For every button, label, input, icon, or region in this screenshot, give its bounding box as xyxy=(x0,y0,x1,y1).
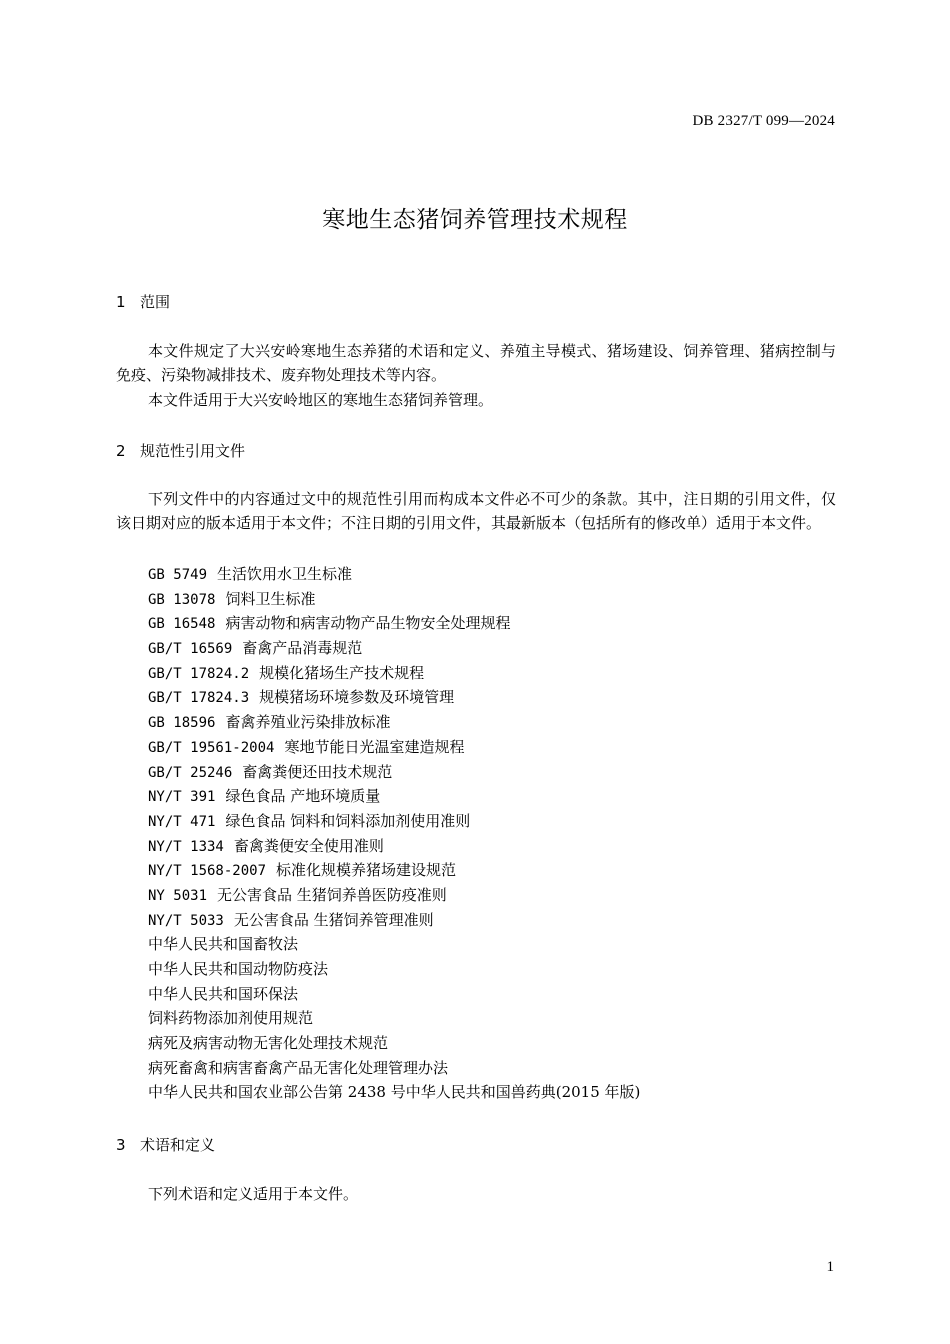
reference-code: GB 5749 xyxy=(148,567,208,583)
reference-item xyxy=(148,636,640,661)
reference-title: 绿色食品 产地环境质量 xyxy=(225,787,381,806)
reference-item xyxy=(148,710,640,735)
paragraph: 本文件规定了大兴安岭寒地生态养猪的术语和定义、养殖主导模式、猪场建设、饲养管理、猪病控制与免疫、污染物减排技术、废弃物处理技术等内容。 xyxy=(116,342,836,384)
page-number: 1 xyxy=(826,1259,834,1275)
reference-code: GB/T 19561-2004 xyxy=(148,739,275,756)
reference-item xyxy=(148,1056,640,1081)
reference-item xyxy=(148,760,640,785)
reference-code: GB/T 16569 xyxy=(148,641,233,658)
section-number: 2 xyxy=(116,442,126,460)
reference-title: 规模猪场环境参数及环境管理 xyxy=(259,688,455,707)
reference-code: GB 16548 xyxy=(148,616,216,633)
section-number: 1 xyxy=(116,293,126,311)
document-title: 寒地生态猪饲养管理技术规程 xyxy=(322,207,628,233)
reference-item xyxy=(148,784,640,809)
reference-item xyxy=(148,661,640,686)
reference-title: 标准化规模养猪场建设规范 xyxy=(276,861,457,880)
reference-item xyxy=(148,957,640,982)
section-title: 术语和定义 xyxy=(140,1136,216,1154)
reference-code: GB/T 25246 xyxy=(148,764,233,781)
reference-title: 病死及病害动物无害化处理技术规范 xyxy=(148,1034,389,1053)
reference-item xyxy=(148,982,640,1007)
reference-item xyxy=(148,562,640,587)
section-heading-normative-references xyxy=(116,440,245,461)
reference-title: 寒地节能日光温室建造规程 xyxy=(284,737,465,756)
reference-item xyxy=(148,1031,640,1056)
reference-title: 饲料卫生标准 xyxy=(225,589,316,608)
reference-title: 畜禽产品消毒规范 xyxy=(242,639,363,658)
reference-title: 饲料药物添加剂使用规范 xyxy=(148,1009,314,1028)
reference-code: NY/T 391 xyxy=(148,789,216,806)
paragraph: 下列文件中的内容通过文中的规范性引用而构成本文件必不可少的条款。其中，注日期的引用文件，仅该日期对应的版本适用于本文件；不注日期的引用文件，其最新版本（包括所有的修改单）适用于本文件。 xyxy=(116,490,836,532)
reference-title: 畜禽粪便安全使用准则 xyxy=(233,836,384,855)
reference-title: 生活饮用水卫生标准 xyxy=(217,565,353,583)
document-code: DB 2327/T 099—2024 xyxy=(692,113,835,129)
section-title: 规范性引用文件 xyxy=(140,442,246,460)
reference-title: 畜禽粪便还田技术规范 xyxy=(242,762,393,781)
reference-item xyxy=(148,587,640,612)
reference-title: 病害动物和病害动物产品生物安全处理规程 xyxy=(225,614,511,633)
reference-item xyxy=(148,1080,640,1105)
reference-code: NY 5031 xyxy=(148,887,208,904)
section-heading-terms-definitions xyxy=(116,1134,215,1155)
reference-code: GB 13078 xyxy=(148,591,216,608)
reference-code: GB/T 17824.2 xyxy=(148,665,250,682)
reference-code: NY/T 5033 xyxy=(148,912,224,929)
reference-item xyxy=(148,611,640,636)
reference-title: 中华人民共和国农业部公告第 2438 号中华人民共和国兽药典(2015 年版) xyxy=(148,1083,641,1102)
reference-title: 中华人民共和国环保法 xyxy=(148,984,299,1003)
reference-item xyxy=(148,858,640,883)
reference-code: NY/T 1568-2007 xyxy=(148,863,267,880)
reference-list xyxy=(148,562,640,1105)
reference-code: GB/T 17824.3 xyxy=(148,690,250,707)
reference-item xyxy=(148,834,640,859)
reference-code: NY/T 471 xyxy=(148,813,216,830)
reference-title: 中华人民共和国动物防疫法 xyxy=(148,960,329,978)
section-number: 3 xyxy=(116,1136,126,1154)
reference-item xyxy=(148,1006,640,1031)
reference-code: NY/T 1334 xyxy=(148,838,224,855)
reference-title: 畜禽养殖业污染排放标准 xyxy=(225,713,391,732)
paragraph: 本文件适用于大兴安岭地区的寒地生态猪饲养管理。 xyxy=(148,391,494,409)
reference-title: 病死畜禽和病害畜禽产品无害化处理管理办法 xyxy=(148,1058,449,1077)
reference-item xyxy=(148,883,640,908)
reference-item xyxy=(148,908,640,933)
reference-item xyxy=(148,809,640,834)
reference-title: 中华人民共和国畜牧法 xyxy=(148,935,299,954)
paragraph: 下列术语和定义适用于本文件。 xyxy=(148,1185,359,1203)
reference-title: 无公害食品 生猪饲养管理准则 xyxy=(233,910,434,929)
reference-code: GB 18596 xyxy=(148,715,216,732)
section-heading-scope xyxy=(116,291,170,312)
reference-item xyxy=(148,932,640,957)
reference-title: 绿色食品 饲料和饲料添加剂使用准则 xyxy=(225,811,471,830)
section-title: 范围 xyxy=(140,293,171,311)
reference-item xyxy=(148,735,640,760)
reference-item xyxy=(148,685,640,710)
reference-title: 无公害食品 生猪饲养兽医防疫准则 xyxy=(217,885,447,904)
reference-title: 规模化猪场生产技术规程 xyxy=(259,663,425,682)
